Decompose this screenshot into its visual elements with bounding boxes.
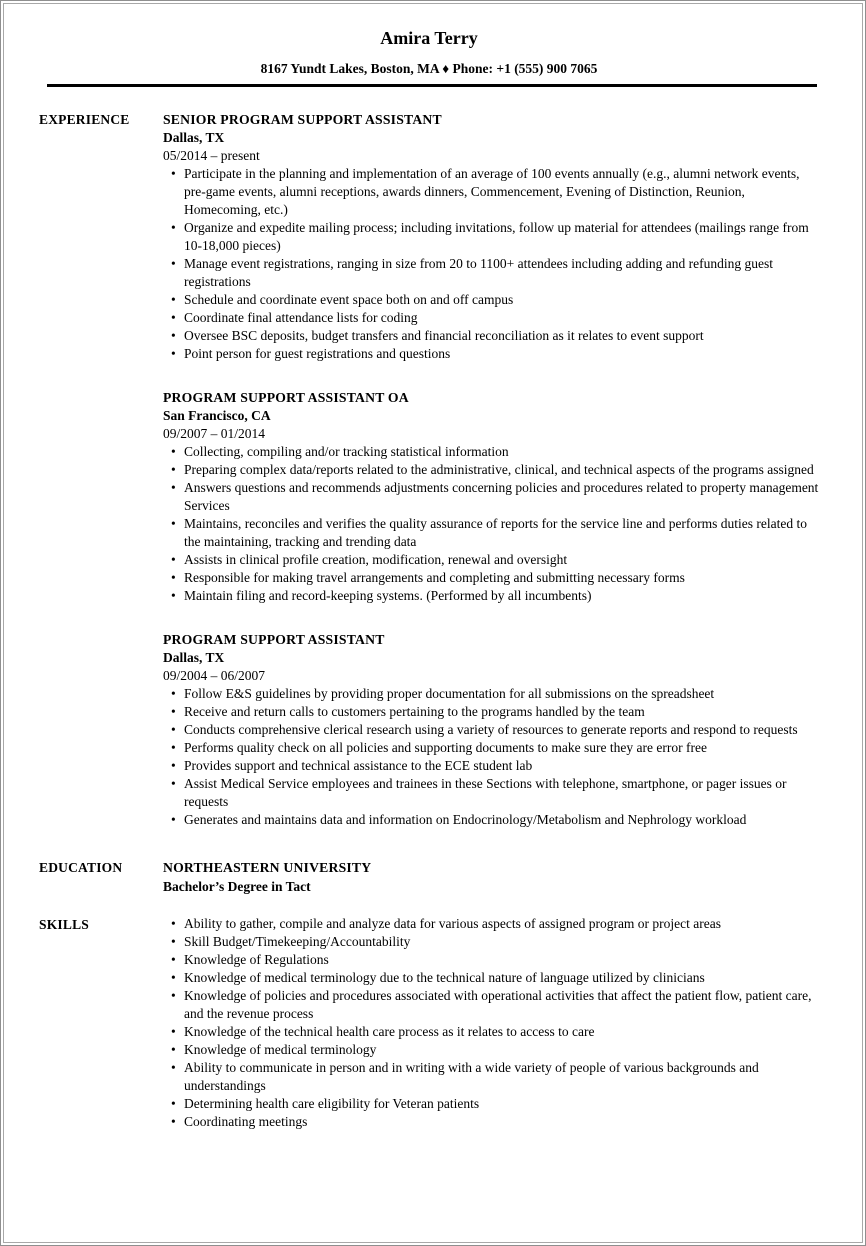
bullet-item: • Preparing complex data/reports related to the administrative, clinical, and technical aspects of the programs assigned: [171, 461, 819, 479]
job-title: PROGRAM SUPPORT ASSISTANT: [163, 632, 385, 647]
bullet-item: • Knowledge of the technical health care process as it relates to access to care: [171, 1023, 819, 1041]
bullet-item: • Point person for guest registrations and questions: [171, 345, 819, 363]
experience-section-body: [163, 110, 819, 829]
bullet-item: • Maintain filing and record-keeping systems. (Performed by all incumbents): [171, 587, 819, 605]
job-entry-program-support-assistant-oa: [163, 388, 819, 605]
skills-bullet-list: [163, 915, 819, 1131]
education-section-label: EDUCATION: [39, 860, 123, 875]
bullet-item: • Collecting, compiling and/or tracking statistical information: [171, 443, 819, 461]
bullet-item: • Coordinating meetings: [171, 1113, 819, 1131]
bullet-item: • Participate in the planning and implementation of an average of 100 events annually (e.g., alumni network events, pre-game events, alumni receptions, awards dinners, Commencement, Evening of Distinction, Reunion, Homecoming, etc.): [171, 165, 819, 219]
bullet-item: • Manage event registrations, ranging in size from 20 to 1100+ attendees including adding and refunding guest registrations: [171, 255, 819, 291]
bullet-item: • Receive and return calls to customers pertaining to the programs handled by the team: [171, 703, 819, 721]
bullet-item: • Knowledge of Regulations: [171, 951, 819, 969]
education-section-body: [163, 858, 819, 896]
bullet-item: • Follow E&S guidelines by providing proper documentation for all submissions on the spreadsheet: [171, 685, 819, 703]
bullet-item: • Assists in clinical profile creation, modification, renewal and oversight: [171, 551, 819, 569]
job-title: SENIOR PROGRAM SUPPORT ASSISTANT: [163, 112, 442, 127]
job-location: Dallas, TX: [163, 130, 225, 145]
bullet-item: • Generates and maintains data and information on Endocrinology/Metabolism and Nephrology workload: [171, 811, 819, 829]
school-name: NORTHEASTERN UNIVERSITY: [163, 860, 372, 875]
job-bullet-list: [163, 165, 819, 363]
job-dates: 05/2014 – present: [163, 148, 260, 163]
bullet-item: • Ability to communicate in person and in writing with a wide variety of people of various backgrounds and understandings: [171, 1059, 819, 1095]
candidate-name: Amira Terry: [380, 28, 478, 48]
job-dates: 09/2004 – 06/2007: [163, 668, 266, 683]
degree-name: Bachelor’s Degree in Tact: [163, 879, 311, 894]
bullet-item: • Determining health care eligibility for Veteran patients: [171, 1095, 819, 1113]
job-bullet-list: [163, 443, 819, 605]
bullet-item: • Conducts comprehensive clerical research using a variety of resources to generate reports and respond to requests: [171, 721, 819, 739]
header-divider: [47, 84, 817, 87]
experience-section-label: EXPERIENCE: [39, 112, 130, 127]
bullet-item: • Skill Budget/Timekeeping/Accountability: [171, 933, 819, 951]
bullet-item: • Organize and expedite mailing process; including invitations, follow up material for attendees (mailings range from 10-18,000 pieces): [171, 219, 819, 255]
resume-content: [1, 1, 865, 1171]
job-title: PROGRAM SUPPORT ASSISTANT OA: [163, 390, 409, 405]
job-bullet-list: [163, 685, 819, 829]
job-location: Dallas, TX: [163, 650, 225, 665]
section-education: [39, 858, 819, 896]
bullet-item: • Assist Medical Service employees and trainees in these Sections with telephone, smartphone, or pager issues or requests: [171, 775, 819, 811]
bullet-item: • Maintains, reconciles and verifies the quality assurance of reports for the service line and performs duties related to the maintaining, tracking and trending data: [171, 515, 819, 551]
bullet-item: • Coordinate final attendance lists for coding: [171, 309, 819, 327]
bullet-item: • Answers questions and recommends adjustments concerning policies and procedures related to property management Services: [171, 479, 819, 515]
bullet-item: • Schedule and coordinate event space both on and off campus: [171, 291, 819, 309]
job-location: San Francisco, CA: [163, 408, 271, 423]
job-entry-senior-program-support-assistant: [163, 110, 819, 363]
bullet-item: • Ability to gather, compile and analyze data for various aspects of assigned program or project areas: [171, 915, 819, 933]
job-entry-program-support-assistant: [163, 630, 819, 829]
section-skills: [39, 915, 819, 1131]
bullet-item: • Knowledge of medical terminology due to the technical nature of language utilized by clinicians: [171, 969, 819, 987]
contact-line: 8167 Yundt Lakes, Boston, MA ♦ Phone: +1 (555) 900 7065: [260, 61, 598, 76]
bullet-item: • Performs quality check on all policies and supporting documents to make sure they are error free: [171, 739, 819, 757]
bullet-item: • Provides support and technical assistance to the ECE student lab: [171, 757, 819, 775]
skills-section-label: SKILLS: [39, 917, 89, 932]
bullet-item: • Knowledge of medical terminology: [171, 1041, 819, 1059]
bullet-item: • Knowledge of policies and procedures associated with operational activities that affect the patient flow, patient care, and the revenue process: [171, 987, 819, 1023]
section-experience: [39, 110, 819, 829]
bullet-item: • Responsible for making travel arrangements and completing and submitting necessary forms: [171, 569, 819, 587]
job-dates: 09/2007 – 01/2014: [163, 426, 266, 441]
skills-section-body: [163, 915, 819, 1131]
bullet-item: • Oversee BSC deposits, budget transfers and financial reconciliation as it relates to event support: [171, 327, 819, 345]
resume-header: [39, 27, 819, 87]
